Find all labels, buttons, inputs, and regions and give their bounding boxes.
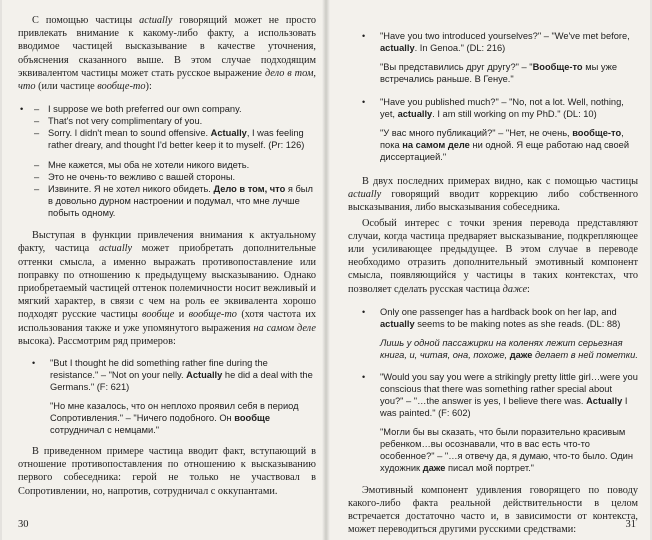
- bold-term: Actually: [210, 128, 247, 139]
- italic-term: вообще-то: [97, 81, 146, 93]
- text-run: (или частице: [35, 81, 98, 93]
- example-russian: [18, 400, 316, 436]
- dash-icon: –: [34, 184, 40, 195]
- example-line: сотрудничал с немцами.": [50, 425, 160, 436]
- example-russian: [348, 61, 638, 85]
- bullet-icon: •: [20, 104, 24, 115]
- dialogue-example-english: [18, 103, 316, 151]
- example-line: seems to be making notes as she reads. (DL: 88): [414, 318, 621, 329]
- example-line: "Могли бы вы сказать, что были поразительно красивым ребенком…вы осознавали, что в вас есть что-то особенное?" – "…я отвечу да, я думаю, что-то было. Один художник: [380, 426, 633, 473]
- example-english: [348, 96, 638, 120]
- example-line: Это не очень-то вежливо с вашей стороны.: [48, 172, 236, 183]
- bullet-icon: •: [362, 31, 366, 41]
- right-paragraph-3: [348, 484, 638, 537]
- text-run: :: [527, 283, 530, 295]
- example-line: "Would you say you were a strikingly pretty little girl…were you conscious that there was something rather special about you?" – "…the answer is yes, I believe there was.: [380, 371, 638, 406]
- example-line: Мне кажется, мы оба не хотели никого видеть.: [48, 160, 250, 171]
- italic-term: actually: [98, 243, 133, 255]
- text-run: В двух последних примерах видно, как с помощью частицы: [362, 176, 638, 187]
- right-page: [326, 0, 652, 540]
- example-line: Sorry. I didn't mean to sound offensive.: [48, 128, 211, 139]
- dash-icon: –: [34, 104, 40, 115]
- example-line: я был в довольно дурном настроении и подумал, что мне лучше побыть одному.: [48, 184, 313, 219]
- example-line: "Но мне казалось, что он неплохо проявил себя в период Сопротивления." – "Ничего подобного. Он: [50, 401, 299, 424]
- dash-icon: –: [34, 160, 40, 171]
- bold-term: даже: [509, 349, 533, 360]
- example-line: Извините. Я не хотел никого обидеть.: [48, 184, 214, 195]
- bold-term: Дело в том, что: [213, 184, 286, 195]
- left-paragraph-2: [18, 229, 316, 348]
- bullet-icon: •: [32, 358, 36, 369]
- example-english: [348, 306, 638, 330]
- example-russian: [348, 337, 638, 361]
- text-run: и: [174, 309, 189, 321]
- example-line: делает в ней пометки.: [532, 349, 638, 360]
- italic-term: вообще: [142, 309, 175, 321]
- example-line: "У вас много публикаций?" – "Нет, не очень,: [380, 128, 573, 138]
- page-number: 31: [625, 519, 636, 530]
- italic-term: на самом деле: [253, 322, 316, 334]
- page-number: 30: [18, 519, 29, 530]
- example-line: That's not very complimentary of you.: [48, 116, 203, 127]
- example-line: мы уже встречались раньше. В Генуе.": [380, 62, 617, 84]
- example-line: . In Genoa." (DL: 216): [414, 43, 506, 53]
- example-line: . I am still working on my PhD." (DL: 10): [432, 109, 597, 119]
- bullet-icon: •: [362, 371, 366, 382]
- bold-term: даже: [422, 462, 446, 473]
- example-line: , пока: [380, 128, 624, 150]
- dialogue-example-russian: [18, 159, 316, 219]
- text-run: В приведенном примере частица вводит факт, вступающий в отношение противопоставления по отношению к высказыванию первого собеседника: герой не только не участвовал в Сопротивлении, но, напротив, сотрудничал с оккупантами.: [18, 446, 316, 497]
- text-run: высока). Рассмотрим ряд примеров:: [18, 335, 176, 347]
- bullet-icon: •: [362, 306, 366, 317]
- example-english: [348, 30, 638, 54]
- bold-term: Actually: [186, 370, 223, 381]
- bold-term: на самом деле: [402, 140, 470, 150]
- bold-term: actually: [380, 43, 415, 53]
- text-run: С помощью частицы: [32, 15, 140, 26]
- italic-term: actually: [139, 15, 173, 26]
- example-line: he did a deal with the Germans." (F: 621): [50, 370, 313, 393]
- example-line: I suppose we both preferred our own company.: [48, 104, 242, 115]
- text-run: Особый интерес с точки зрения перевода представляют случаи, когда частица предваряет высказывание, подкрепляющее или усиливающее предыдущее. В этом случае в переводе необходимо отразить дополнительный эмотивный компонент смысла, появляющийся у частицы в таких контекстах, что позволяет сделать русская частица: [348, 217, 638, 295]
- example-russian: [348, 426, 638, 474]
- example-line: Лишь у одной пассажирки на коленях лежит серьезная книга, и, читая, она, похоже,: [380, 337, 623, 360]
- bold-term: вообще-то: [572, 128, 622, 138]
- bullet-icon: •: [362, 97, 366, 107]
- italic-term: actually: [348, 189, 382, 201]
- bold-term: Actually: [586, 395, 623, 406]
- example-russian: [348, 127, 638, 163]
- example-line: , I was feeling rather dreary, and thought I'd better keep it to myself. (Pr: 126): [48, 128, 305, 151]
- text-run: ):: [145, 81, 152, 93]
- example-line: I was painted." (F: 602): [380, 395, 628, 418]
- text-run: Выступая в функции привлечения внимания к актуальному факту, частица: [18, 230, 316, 255]
- bold-term: actually: [397, 109, 433, 119]
- dash-icon: –: [34, 116, 40, 127]
- text-run: Эмотивный компонент удивления говорящего по поводу какого-либо факта реальной действительности в целом встречается достаточно часто и, в зависимости от контекста, может переводиться другими русскими средствами:: [348, 484, 638, 536]
- left-paragraph-3: [18, 445, 316, 498]
- text-run: может приобретать дополнительные оттенки смысла, а именно выражать противопоставление или поправку по отношению к предыдущему высказыванию. Однако приобретаемый частицей оттенок полемичности носит вежливый и мягкий характер, в связи с чем на роль ее эквивалента хорошо подходят русские частицы: [18, 243, 316, 321]
- page-edge-left: [0, 0, 2, 540]
- example-line: "Вы представились друг другу?" – ": [380, 62, 533, 72]
- dash-icon: –: [34, 128, 40, 139]
- example-line: ни одной. Я еще работаю над своей диссертацией.": [380, 140, 630, 162]
- example-line: "Have you published much?" – "No, not a lot. Well, nothing, yet,: [380, 97, 624, 119]
- example-line: писал мой портрет.": [445, 462, 534, 473]
- right-paragraph-1: [348, 175, 638, 215]
- text-run: говорящий вводит коррекцию либо собственного высказывания, либо высказывания собеседника.: [348, 189, 638, 214]
- example-english: [348, 371, 638, 419]
- left-paragraph-1: [18, 14, 316, 93]
- example-line: "Have you two introduced yourselves?" – "We've met before,: [380, 31, 630, 41]
- italic-term: дело в том, что: [18, 67, 316, 93]
- example-line: "But I thought he did something rather fine during the resistance." – "Not on your nelly.: [50, 358, 268, 381]
- text-run: (хотя частота их использования также и уже упомянутого выражения: [18, 309, 316, 334]
- bold-term: Вообще-то: [532, 62, 583, 72]
- example-line: Only one passenger has a hardback book on her lap, and: [380, 306, 617, 317]
- example-english: [18, 357, 316, 393]
- italic-term: даже: [502, 283, 528, 295]
- dash-icon: –: [34, 172, 40, 183]
- text-run: говорящий может не просто привлекать внимание к какому-либо факту, а использовать вводимое частицей высказывание в качестве уточнения, объяснения сказанного выше. В этом случае подходящим эквивалентом частицы может стать русское выражение: [18, 15, 317, 79]
- bold-term: вообще: [234, 413, 270, 424]
- italic-term: вообще-то: [188, 309, 237, 321]
- right-paragraph-2: [348, 217, 638, 296]
- bold-term: actually: [380, 318, 415, 329]
